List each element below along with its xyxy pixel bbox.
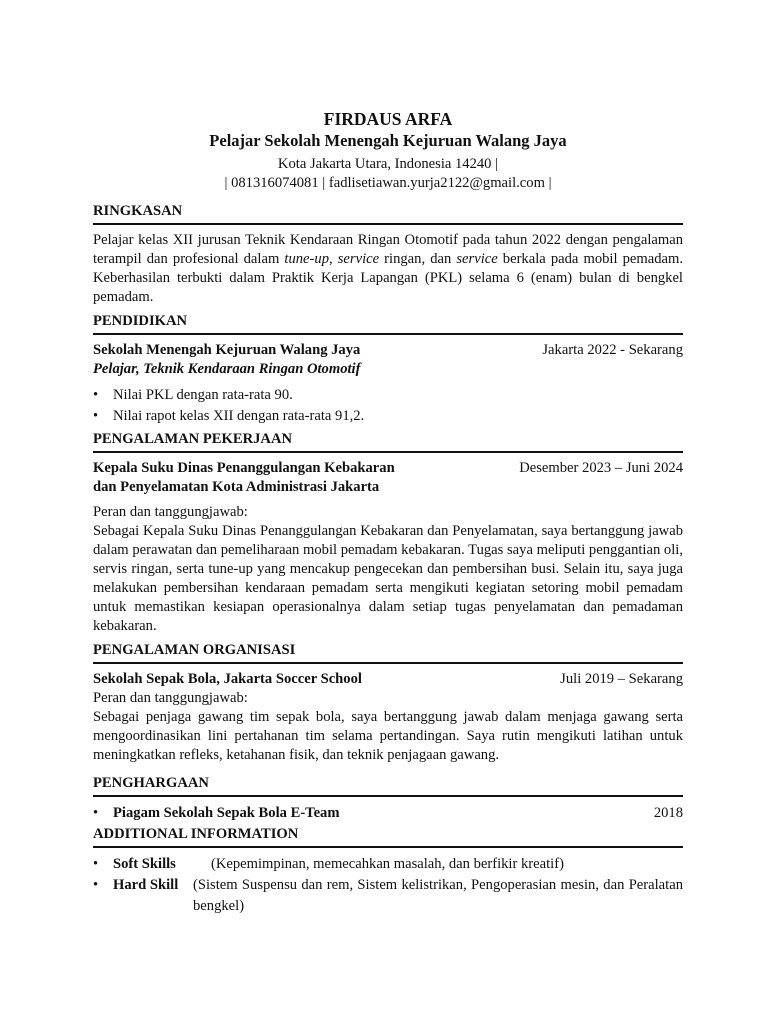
list-item (93, 803, 683, 824)
summary-italic: service (337, 251, 380, 267)
list-item (93, 854, 683, 875)
education-bullets (93, 385, 683, 427)
org-header (93, 670, 683, 689)
section-title-penghargaan: PENGHARGAAN (93, 775, 209, 791)
section-title-organisasi: PENGALAMAN ORGANISASI (93, 642, 296, 658)
contact-line: | 081316074081 | fadlisetiawan.yurja2122@gmail.com | (224, 175, 552, 191)
section-divider (93, 846, 683, 848)
list-item: • Nilai PKL dengan rata-rata 90. (93, 385, 683, 406)
address-line: Kota Jakarta Utara, Indonesia 14240 | (277, 156, 499, 172)
section-divider (93, 451, 683, 453)
award-row (113, 803, 683, 824)
work-org (93, 459, 395, 497)
section-title-pendidikan: PENDIDIKAN (93, 313, 188, 329)
section-title-pekerjaan: PENGALAMAN PEKERJAAN (93, 431, 293, 447)
summary-text: ringan, dan (379, 251, 457, 267)
resume-page (93, 108, 683, 917)
hard-skill-row (113, 875, 683, 917)
summary-italic: tune-up (284, 251, 329, 267)
soft-skill-text: (Kepemimpinan, memecahkan masalah, dan berfikir kreatif) (211, 856, 564, 872)
work-header (93, 459, 683, 497)
work-description: Sebagai Kepala Suku Dinas Penanggulangan Kebakaran dan Penyelamatan, saya bertanggung jawab dalam perawatan dan pemeliharaan mobil pemadam kebakaran. Tugas saya meliputi penggantian oli, servis ringan, serta tune-up yang mencakup pengecekan dan pembersihan busi. Selain itu, saya juga melakukan pembersihan kendaraan pemadam serta mengikuti kegiatan setoring mobil pemadam untuk memastikan kesiapan operasionalnya dalam setiap tugas penyelamatan dan pemadaman kebakaran. (93, 523, 683, 634)
awards-list (93, 803, 683, 824)
section-divider (93, 662, 683, 664)
section-divider (93, 795, 683, 797)
candidate-name: FIRDAUS ARFA (323, 109, 453, 129)
work-period: Desember 2023 – Juni 2024 (519, 460, 683, 476)
education-period: Jakarta 2022 - Sekarang (542, 342, 683, 358)
school-name: Sekolah Menengah Kejuruan Walang Jaya (93, 342, 361, 358)
hard-skill-text: (Sistem Suspensu dan rem, Sistem kelistrikan, Pengoperasian mesin, dan Peralatan bengkel) (193, 877, 683, 914)
summary-italic: service (456, 251, 498, 267)
work-org-line: Kepala Suku Dinas Penanggulangan Kebakaran (93, 460, 395, 476)
list-item: • Nilai rapot kelas XII dengan rata-rata 91,2. (93, 406, 683, 427)
hard-skill-label: • Hard Skill (113, 877, 179, 893)
section-divider (93, 223, 683, 225)
section-divider (93, 333, 683, 335)
candidate-subtitle: Pelajar Sekolah Menengah Kejuruan Walang Jaya (209, 131, 567, 150)
org-name: Sekolah Sepak Bola, Jakarta Soccer School (93, 671, 362, 687)
summary-text: Pelajar kelas XII jurusan Teknik Kendaraan Ringan Otomotif pada tahun 2022 dengan pengalaman terampil dan profesional dalam (93, 232, 683, 267)
soft-skill-row (113, 854, 683, 875)
section-title-ringkasan: RINGKASAN (93, 203, 183, 219)
education-role: Pelajar, Teknik Kendaraan Ringan Otomotif (93, 361, 361, 377)
summary-text: berkala pada mobil pemadam. Keberhasilan terbukti dalam Praktik Kerja Lapangan (PKL) selama 6 (enam) bulan di bengkel pemadam. (93, 251, 684, 305)
org-description: Sebagai penjaga gawang tim sepak bola, saya bertanggung jawab dalam menjaga gawang serta mengoordinasikan lini pertahanan tim selama pertandingan. Saya rutin mengikuti latihan untuk meningkatkan refleks, ketahanan fisik, dan teknik penjagaan gawang. (93, 709, 683, 763)
award-year: 2018 (653, 805, 683, 821)
skills-list (93, 854, 683, 917)
list-item (93, 875, 683, 917)
section-title-additional: ADDITIONAL INFORMATION (93, 826, 299, 842)
work-role-label: Peran dan tanggungjawab: (93, 504, 248, 520)
org-period: Juli 2019 – Sekarang (560, 671, 683, 687)
summary-paragraph (93, 231, 683, 307)
summary-text: , (329, 251, 338, 267)
soft-skill-label: • Soft Skills (113, 856, 176, 872)
award-name: • Piagam Sekolah Sepak Bola E-Team (113, 805, 340, 821)
org-role-label: Peran dan tanggungjawab: (93, 690, 248, 706)
work-org-line: dan Penyelamatan Kota Administrasi Jakarta (93, 479, 380, 495)
education-header (93, 341, 683, 360)
